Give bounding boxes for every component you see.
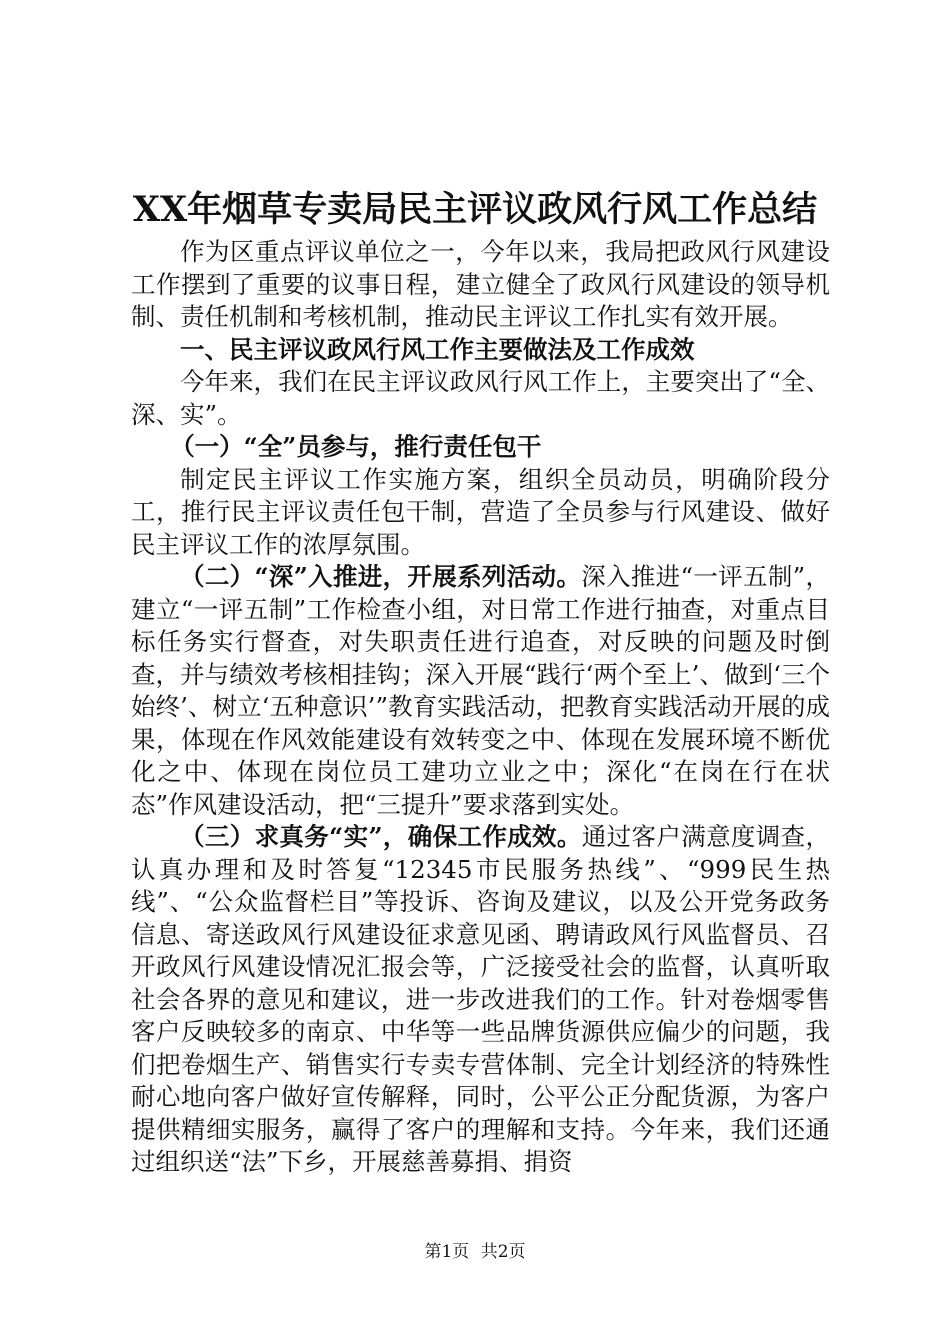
document-body (131, 236, 830, 1179)
subsection-1-paragraph: 制定民主评议工作实施方案，组织全员动员，明确阶段分工，推行民主评议责任包干制，营造了全员参与行风建设、做好民主评议工作的浓厚氛围。 (131, 464, 830, 559)
subsection-3-text: 通过客户满意度调查，认真办理和及时答复“12345市民服务热线”、“999民生热线”、“公众监督栏目”等投诉、咨询及建议，以及公开党务政务信息、寄送政风行风建设征求意见函、聘请政风行风监督员、召开政风行风建设情况汇报会等，广泛接受社会的监督，认真听取社会各界的意见和建议，进一步改进我们的工作。针对卷烟零售客户反映较多的南京、中华等一些品牌货源供应偏少的问题，我们把卷烟生产、销售实行专卖专营体制、完全计划经济的特殊性耐心地向客户做好宣传解释，同时，公平公正分配货源，为客户提供精细实服务，赢得了客户的理解和支持。今年来，我们还通过组织送“法”下乡，开展慈善募捐、捐资 (131, 822, 831, 1176)
subsection-2-paragraph (131, 561, 830, 821)
page-number-total: 共2页 (480, 1242, 526, 1262)
subsection-3-paragraph (131, 821, 830, 1179)
page-number-current: 第1页 (424, 1242, 470, 1262)
document-title: XX年烟草专卖局民主评议政风行风工作总结 (132, 189, 818, 230)
section-1-heading: 一、民主评议政风行风工作主要做法及工作成效 (180, 334, 695, 364)
subsection-1-heading: （一）“全”员参与，推行责任包干 (170, 432, 542, 461)
subsection-2-heading: （二）“深”入推进，开展系列活动。 (180, 562, 582, 591)
page-footer (0, 1240, 950, 1264)
intro-paragraph: 作为区重点评议单位之一，今年以来，我局把政风行风建设工作摆到了重要的议事日程，建立健全了政风行风建设的领导机制、责任机制和考核机制，推动民主评议工作扎实有效开展。 (131, 237, 830, 331)
section-1-intro-paragraph: 今年来，我们在民主评议政风行风工作上，主要突出了“全、深、实”。 (131, 367, 830, 429)
subsection-3-heading: （三）求真务“实”，确保工作成效。 (180, 822, 582, 851)
subsection-2-text: 深入推进“一评五制”，建立“一评五制”工作检查小组，对日常工作进行抽查，对重点目标任务实行督查，对失职责任进行追查，对反映的问题及时倒查，并与绩效考核相挂钩；深入开展“践行‘两个至上’、做到‘三个始终’、树立‘五种意识’”教育实践活动，把教育实践活动开展的成果，体现在作风效能建设有效转变之中、体现在发展环境不断优化之中、体现在岗位员工建功立业之中；深化“在岗在行在状态”作风建设活动，把“三提升”要求落到实处。 (131, 562, 830, 819)
